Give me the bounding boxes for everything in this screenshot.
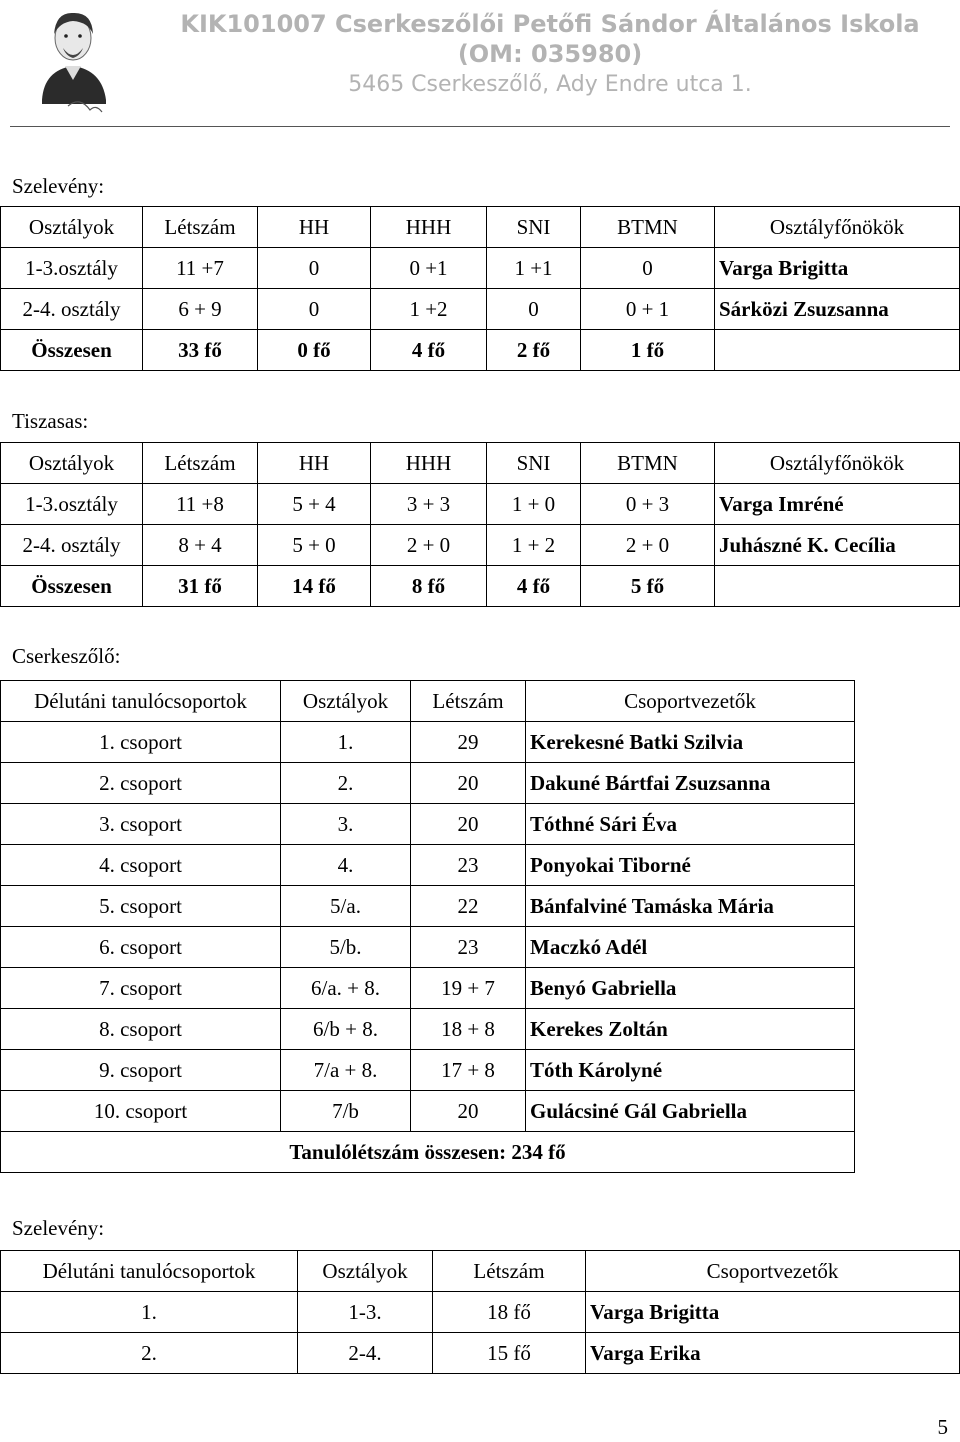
table-row: [1, 886, 855, 927]
table-cell: 15 fő: [433, 1333, 586, 1374]
table-cell: 2.: [1, 1333, 298, 1374]
table-cell: 1-3.: [298, 1292, 433, 1333]
table-cell: 1 + 2: [487, 525, 581, 566]
szeleveny-classes-table: [0, 206, 960, 371]
table-total-row: [1, 566, 960, 607]
table-cell: 5. csoport: [1, 886, 281, 927]
table-cell: 23: [411, 927, 526, 968]
table-cell: 5/a.: [281, 886, 411, 927]
cserkeszolo-groups-table: [0, 680, 855, 1173]
table-cell: Kerekesné Batki Szilvia: [526, 722, 855, 763]
table-cell: 8 + 4: [143, 525, 258, 566]
table-cell: 33 fő: [143, 330, 258, 371]
table-cell: 20: [411, 1091, 526, 1132]
header-cell: Osztályok: [1, 443, 143, 484]
table-row: [1, 1333, 960, 1374]
table-cell: [715, 330, 960, 371]
table-cell: 2-4. osztály: [1, 525, 143, 566]
table-cell: Benyó Gabriella: [526, 968, 855, 1009]
table-cell: 18 + 8: [411, 1009, 526, 1050]
table-row: [1, 763, 855, 804]
header-cell: Osztályfőnökök: [715, 207, 960, 248]
total-student-count: Tanulólétszám összesen: 234 fő: [1, 1132, 855, 1173]
table-cell: 2 + 0: [581, 525, 715, 566]
table-cell: Bánfalviné Tamáska Mária: [526, 886, 855, 927]
table-cell: 3. csoport: [1, 804, 281, 845]
table-cell: 2-4.: [298, 1333, 433, 1374]
school-om-id: (OM: 035980): [457, 40, 643, 68]
table-cell: 1 +2: [371, 289, 487, 330]
table-cell: 2.: [281, 763, 411, 804]
table-cell: 5/b.: [281, 927, 411, 968]
table-row: [1, 1009, 855, 1050]
table-cell: 20: [411, 804, 526, 845]
table-cell: Varga Brigitta: [586, 1292, 960, 1333]
table-cell: 7/a + 8.: [281, 1050, 411, 1091]
table-cell: 18 fő: [433, 1292, 586, 1333]
table-cell: 1 +1: [487, 248, 581, 289]
table-total-row: [1, 330, 960, 371]
section-title-szeleveny-groups: Szelevény:: [12, 1216, 105, 1240]
table-cell: 0 +1: [371, 248, 487, 289]
header-cell: BTMN: [581, 443, 715, 484]
table-row: [1, 1091, 855, 1132]
header-cell: HHH: [371, 207, 487, 248]
table-cell: 4 fő: [487, 566, 581, 607]
szeleveny-groups-table: [0, 1250, 960, 1374]
table-cell: 1 fő: [581, 330, 715, 371]
table-cell: Összesen: [1, 566, 143, 607]
school-address: 5465 Cserkeszőlő, Ady Endre utca 1.: [348, 72, 752, 97]
table-row: [1, 1050, 855, 1091]
table-cell: 0 + 3: [581, 484, 715, 525]
table-cell: Kerekes Zoltán: [526, 1009, 855, 1050]
table-header-row: [1, 681, 855, 722]
table-cell: 1-3.osztály: [1, 484, 143, 525]
table-cell: 3 + 3: [371, 484, 487, 525]
table-cell: 1. csoport: [1, 722, 281, 763]
header-cell: BTMN: [581, 207, 715, 248]
table-cell: Varga Imréné: [715, 484, 960, 525]
header-cell: Osztályok: [1, 207, 143, 248]
table-row: [1, 484, 960, 525]
table-cell: Ponyokai Tiborné: [526, 845, 855, 886]
table-cell: 10. csoport: [1, 1091, 281, 1132]
table-cell: 2-4. osztály: [1, 289, 143, 330]
table-cell: Varga Erika: [586, 1333, 960, 1374]
header-cell: SNI: [487, 443, 581, 484]
table-cell: 11 +8: [143, 484, 258, 525]
table-cell: 8. csoport: [1, 1009, 281, 1050]
table-cell: Tóthné Sári Éva: [526, 804, 855, 845]
table-cell: Varga Brigitta: [715, 248, 960, 289]
table-cell: 6. csoport: [1, 927, 281, 968]
table-cell: 20: [411, 763, 526, 804]
school-name: KIK101007 Cserkeszőlői Petőfi Sándor Általános Iskola: [180, 10, 920, 38]
header-cell: Létszám: [411, 681, 526, 722]
table-row: [1, 927, 855, 968]
header-cell: Osztályok: [281, 681, 411, 722]
table-row: [1, 968, 855, 1009]
table-cell: 31 fő: [143, 566, 258, 607]
page-header: [0, 0, 960, 130]
table-cell: 7. csoport: [1, 968, 281, 1009]
header-cell: HH: [258, 207, 371, 248]
table-cell: 0 + 1: [581, 289, 715, 330]
table-cell: Dakuné Bártfai Zsuzsanna: [526, 763, 855, 804]
header-cell: Osztályok: [298, 1251, 433, 1292]
header-cell: Létszám: [143, 443, 258, 484]
table-cell: 0: [487, 289, 581, 330]
table-cell: 1-3.osztály: [1, 248, 143, 289]
table-header-row: [1, 207, 960, 248]
table-cell: 29: [411, 722, 526, 763]
table-cell: Sárközi Zsuzsanna: [715, 289, 960, 330]
table-cell: Tóth Károlyné: [526, 1050, 855, 1091]
table-row: [1, 722, 855, 763]
table-cell: [715, 566, 960, 607]
table-header-row: [1, 443, 960, 484]
tiszasas-classes-table: [0, 442, 960, 607]
table-cell: 4.: [281, 845, 411, 886]
header-cell: Osztályfőnökök: [715, 443, 960, 484]
table-cell: Maczkó Adél: [526, 927, 855, 968]
table-cell: 5 + 4: [258, 484, 371, 525]
table-cell: 23: [411, 845, 526, 886]
table-cell: 6/b + 8.: [281, 1009, 411, 1050]
table-cell: 2 + 0: [371, 525, 487, 566]
table-cell: 14 fő: [258, 566, 371, 607]
table-cell: 2 fő: [487, 330, 581, 371]
table-cell: Juhászné K. Cecília: [715, 525, 960, 566]
table-cell: 17 + 8: [411, 1050, 526, 1091]
table-row: [1, 1292, 960, 1333]
table-cell: 9. csoport: [1, 1050, 281, 1091]
table-cell: 11 +7: [143, 248, 258, 289]
header-divider: [10, 126, 950, 127]
table-cell: 1.: [281, 722, 411, 763]
table-cell: 8 fő: [371, 566, 487, 607]
table-cell: Gulácsiné Gál Gabriella: [526, 1091, 855, 1132]
table-cell: 6 + 9: [143, 289, 258, 330]
table-row: [1, 845, 855, 886]
table-cell: 5 fő: [581, 566, 715, 607]
section-title-tiszasas: Tiszasas:: [12, 409, 89, 433]
page-number: 5: [937, 1415, 948, 1439]
table-header-row: [1, 1251, 960, 1292]
header-cell: HHH: [371, 443, 487, 484]
table-cell: Összesen: [1, 330, 143, 371]
header-cell: Délutáni tanulócsoportok: [1, 681, 281, 722]
header-cell: SNI: [487, 207, 581, 248]
table-cell: 1 + 0: [487, 484, 581, 525]
header-cell: Délutáni tanulócsoportok: [1, 1251, 298, 1292]
table-cell: 0: [258, 248, 371, 289]
header-cell: HH: [258, 443, 371, 484]
table-cell: 0: [581, 248, 715, 289]
table-cell: 7/b: [281, 1091, 411, 1132]
table-cell: 22: [411, 886, 526, 927]
header-cell: Csoportvezetők: [526, 681, 855, 722]
section-title-cserkeszolo: Cserkeszőlő:: [12, 644, 121, 668]
table-cell: 6/a. + 8.: [281, 968, 411, 1009]
table-cell: 4. csoport: [1, 845, 281, 886]
table-row: [1, 804, 855, 845]
table-cell: 3.: [281, 804, 411, 845]
header-cell: Létszám: [433, 1251, 586, 1292]
table-cell: 0 fő: [258, 330, 371, 371]
table-row: [1, 289, 960, 330]
table-row: [1, 248, 960, 289]
table-total-row: [1, 1132, 855, 1173]
table-cell: 1.: [1, 1292, 298, 1333]
table-cell: 2. csoport: [1, 763, 281, 804]
section-title-szeleveny: Szelevény:: [12, 174, 105, 198]
table-row: [1, 525, 960, 566]
table-cell: 4 fő: [371, 330, 487, 371]
header-cell: Létszám: [143, 207, 258, 248]
table-cell: 0: [258, 289, 371, 330]
table-cell: 19 + 7: [411, 968, 526, 1009]
header-cell: Csoportvezetők: [586, 1251, 960, 1292]
table-cell: 5 + 0: [258, 525, 371, 566]
petofi-portrait-image: [30, 4, 116, 120]
